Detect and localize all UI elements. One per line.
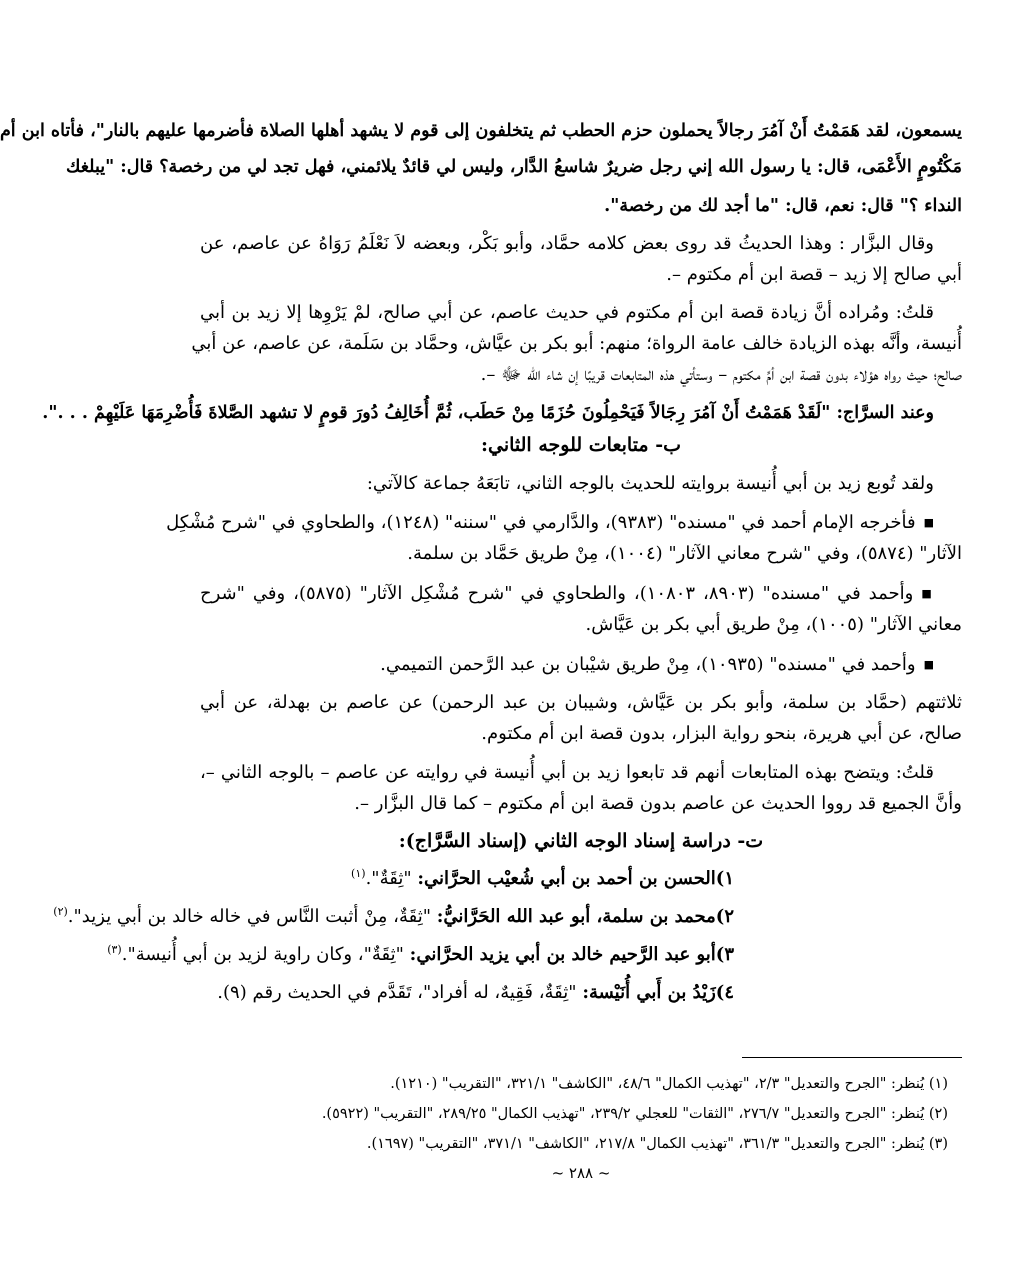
narrator-desc: "ثِقَةٌ"، وكان راوية لزيد بن أبي أُنيسة". — [121, 944, 410, 965]
qultu1-line-1: قلتُ: ومُراده أنَّ زيادة قصة ابن أم مكتوم في حديث عاصم، عن أبي صالح، لمْ يَرْوِها إلا زيد بن أبي — [200, 302, 934, 323]
heading-isnad-study: ت- دراسة إسناد الوجه الثاني (إسناد السَّرَّاج): — [398, 830, 764, 852]
narrator-desc: "ثِقَةٌ، فَقِيهٌ، له أفراد"، تَقَدَّم في الحديث رقم (٩). — [217, 982, 583, 1003]
bullet-icon: ■ — [921, 587, 934, 600]
narrator-name: الحسن بن أحمد بن أبي شُعيْب الحرَّاني: — [417, 868, 716, 889]
footnote-ref[interactable]: (٣) — [107, 943, 122, 956]
narrator-item-2 — [53, 903, 734, 931]
thalathatuhum-line-1: ثلاثتهم (حمَّاد بن سلمة، وأبو بكر بن عَيَّاش، وشيبان بن عبد الرحمن) عن عاصم بن بهدلة، عن أبي — [200, 692, 962, 713]
narrator-name: أبو عبد الرَّحيم خالد بن أبي يزيد الحرَّاني: — [409, 944, 716, 965]
bullet-item-2-line-2: معاني الآثار" (١٠٠٥)، مِنْ طريق أبي بكر بن عَيَّاش. — [585, 614, 962, 635]
bazzar-line-2: أبي صالح إلا زيد – قصة ابن أم مكتوم –. — [666, 264, 962, 285]
bullet-item-1-line-1 — [166, 510, 962, 536]
narrator-num: ١) — [715, 868, 734, 889]
narrator-item-3 — [107, 941, 734, 969]
narrator-desc: "ثِقَةٌ، مِنْ أثبت النَّاس في خاله خالد بن أبي يزيد". — [67, 906, 437, 927]
bullet-item-2-line-1 — [200, 581, 962, 607]
footnote-ref[interactable]: (٢) — [53, 905, 68, 918]
thalathatuhum-line-2: صالح، عن أبي هريرة، بنحو رواية البزار، بدون قصة ابن أم مكتوم. — [481, 723, 962, 744]
footnote-3: (٣) يُنظر: "الجرح والتعديل" ٣٦١/٣، "تهذيب الكمال" ٢١٧/٨، "الكاشف" ٣٧١/١، "التقريب" (١٦٩٧). — [366, 1136, 948, 1152]
narrator-item-4 — [200, 979, 734, 1007]
narrator-name: محمد بن سلمة، أبو عبد الله الحَرَّانيُّ: — [436, 906, 716, 927]
sarraj-line — [42, 400, 962, 426]
bullet-icon: ■ — [923, 658, 934, 671]
qultu2-line-1: قلتُ: ويتضح بهذه المتابعات أنهم قد تابعوا زيد بن أبي أُنيسة في روايته عن عاصم – بالوجه الثاني –، — [200, 762, 934, 783]
qultu2-line-2: وأنَّ الجميع قد رووا الحديث عن عاصم بدون قصة ابن أم مكتوم – كما قال البزَّار –. — [354, 793, 962, 814]
mutabaat-intro: ولقد تُوبع زيد بن أبي أُنيسة بروايته للحديث بالوجه الثاني، تابَعَهُ جماعة كالآتي: — [366, 473, 934, 494]
footnote-2: (٢) يُنظر: "الجرح والتعديل" ٢٧٦/٧، "الثقات" للعجلي ٢٣٩/٢، "تهذيب الكمال" ٢٨٩/٢٥، "التقريب" (٥٩٢٢). — [321, 1106, 948, 1122]
narrator-desc: "ثِقَةٌ". — [365, 868, 418, 889]
hadith-line-1: يسمعون، لقد هَمَمْتُ أَنْ آمُرَ رجالاً يحملون حزم الحطب ثم يتخلفون إلى قوم لا يشهد أهلها الصلاة فأضرمها عليهم بالنار"، فأتاه ابن أم — [0, 121, 962, 141]
narrator-num: ٣) — [715, 944, 734, 965]
qultu1-line-2: أُنيسة، وأنَّه بهذه الزيادة خالف عامة الرواة؛ منهم: أبو بكر بن عيَّاش، وحمَّاد بن سَلَمة، عن عاصم، عن أبي — [191, 333, 962, 354]
bazzar-line-1: وقال البزَّار : وهذا الحديثُ قد روى بعض كلامه حمَّاد، وأبو بَكْر، وبعضه لاَ نَعْلَمُ رَوَاهُ عن عاصم، عن — [200, 233, 934, 254]
bullet-icon: ■ — [923, 516, 934, 529]
bullet-item-1-text: فأخرجه الإمام أحمد في "مسنده" (٩٣٨٣)، والدَّارمي في "سننه" (١٢٤٨)، والطحاوي في "شرح مُشْكِل — [166, 512, 916, 533]
qultu1-line-3: صالح؛ حيث رواه هؤلاء بدون قصة ابن أمِّ مكتوم – وستأتي هذه المتابعات قريبًا إن شاء الله ﷻ –. — [480, 364, 962, 385]
hadith-line-3: النداء ؟" قال: نعم، قال: "ما أجد لك من رخصة". — [604, 196, 962, 216]
footnote-separator — [742, 1057, 962, 1058]
heading-mutabaat: ب- متابعات للوجه الثاني: — [480, 434, 681, 456]
bullet-item-3 — [200, 652, 962, 678]
bullet-item-3-text: وأحمد في "مسنده" (١٠٩٣٥)، مِنْ طريق شيْبان بن عبد الرَّحمن التميمي. — [380, 654, 916, 675]
bullet-item-2-text: وأحمد في "مسنده" (٨٩٠٣، ١٠٨٠٣)، والطحاوي في "شرح مُشْكِل الآثار" (٥٨٧٥)، وفي "شرح — [200, 583, 914, 604]
footnote-ref[interactable]: (١) — [351, 867, 366, 880]
narrator-num: ٤) — [715, 982, 734, 1003]
sarraj-text: وعند السرَّاج: "لَقَدْ هَمَمْتُ أَنْ آمُرَ رِجَالاً فَيَحْمِلُونَ حُزَمًا مِنْ حَطَب، ثُمَّ أُخَالِفُ دُورَ قومٍ لا تشهد الصَّلاةَ فَأُضْرِمَهَا عَلَيْهِمْ . . .". — [42, 403, 934, 423]
hadith-line-2: مَكْتُومٍ الأَعْمَى، قال: يا رسول الله إني رجل ضريرٌ شاسعُ الدَّار، وليس لي قائدٌ يلائمني، فهل تجد لي من رخصة؟ قال: "يبلغك — [65, 157, 962, 177]
narrator-name: زَيْدُ بن أَبي أُنَيْسة: — [582, 982, 716, 1003]
bullet-item-1-line-2: الآثار" (٥٨٧٤)، وفي "شرح معاني الآثار" (١٠٠٤)، مِنْ طريق حَمَّاد بن سلمة. — [407, 543, 962, 564]
narrator-item-1 — [200, 865, 734, 893]
narrator-num: ٢) — [715, 906, 734, 927]
page-number: ~ ٢٨٨ ~ — [551, 1164, 611, 1182]
footnote-1: (١) يُنظر: "الجرح والتعديل" ٢/٣، "تهذيب الكمال" ٤٨/٦، "الكاشف" ٣٢١/١، "التقريب" (١٢١٠). — [390, 1076, 948, 1092]
